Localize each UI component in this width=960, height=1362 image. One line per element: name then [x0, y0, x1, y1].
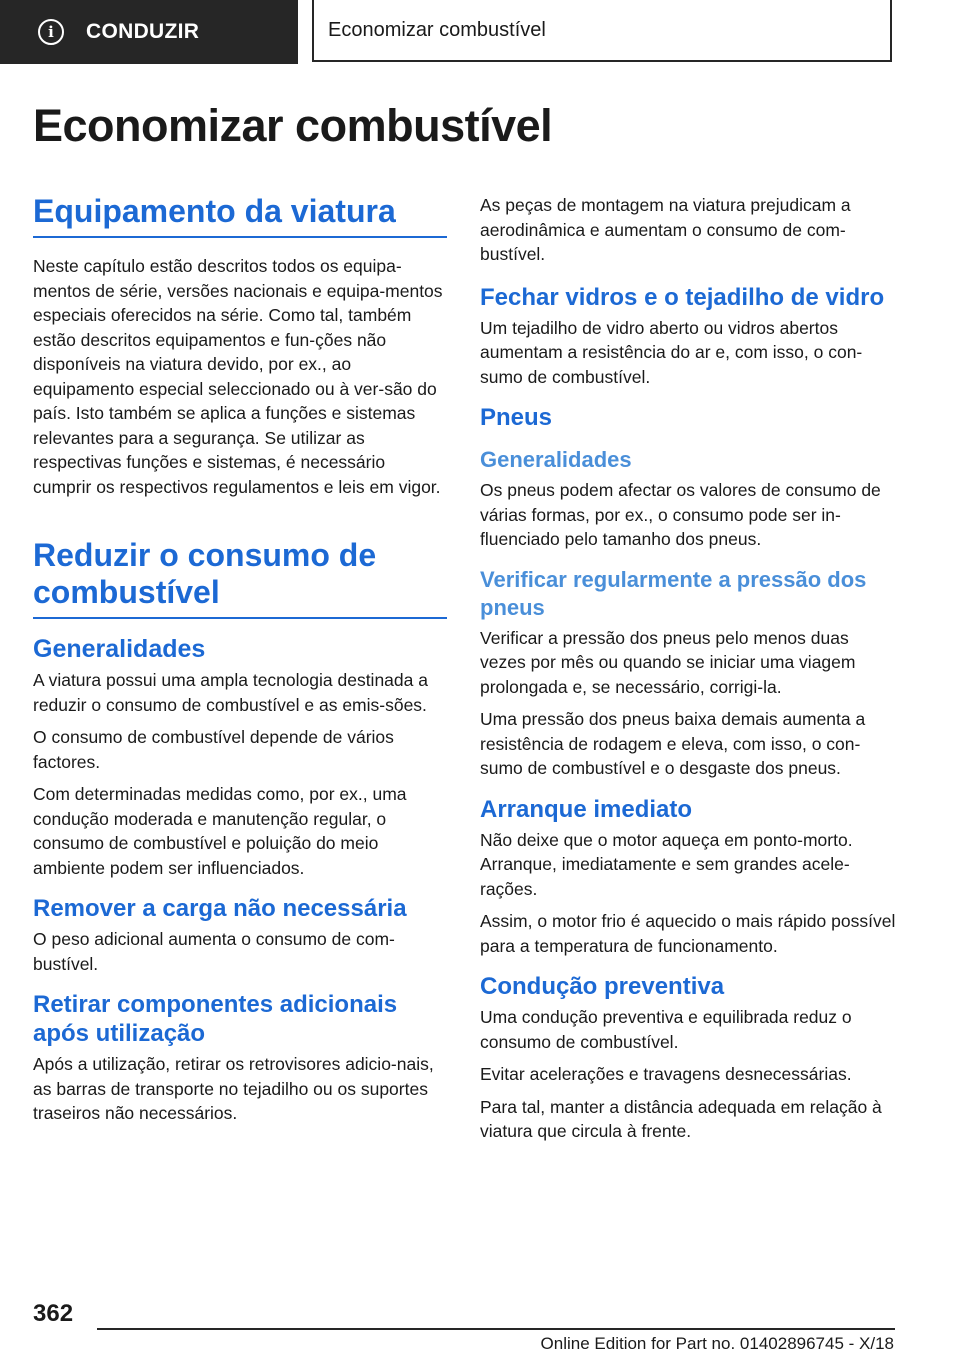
- paragraph-conducao-3: Para tal, manter a distância adequada em relação à viatura que circula à frente.: [480, 1096, 882, 1141]
- heading-verificar-pressao: Verificar regularmente a pressão dos pneus: [480, 566, 867, 620]
- paragraph-pneus-generalidades: Os pneus podem afectar os valores de consumo de várias formas, por ex., o consumo pode ser in-fluenciado pelo tamanho dos pneus.: [480, 480, 881, 549]
- paragraph-generalidades-2: O consumo de combustível depende de vários factores.: [33, 727, 394, 772]
- page-number: 362: [33, 1300, 74, 1327]
- paragraph-retirar-componentes: Após a utilização, retirar os retrovisores adicio-nais, as barras de transporte no tejadilho ou os suportes traseiros não necessários.: [33, 1054, 434, 1123]
- heading-arranque-imediato: Arranque imediato: [480, 795, 693, 823]
- paragraph-generalidades-3: Com determinadas medidas como, por ex., uma condução moderada e manutenção regular, o consumo de combustível e poluição do meio ambiente podem ser influenciados.: [33, 784, 407, 878]
- paragraph-fechar-vidros: Um tejadilho de vidro aberto ou vidros abertos aumentam a resistência do ar e, com isso, o con-sumo de combustível.: [480, 317, 863, 387]
- paragraph-conducao-1: Uma condução preventiva e equilibrada reduz o consumo de combustível.: [480, 1007, 852, 1052]
- heading-reduzir-consumo: Reduzir o consumo de combustível: [33, 537, 447, 619]
- paragraph-equipamento: Neste capítulo estão descritos todos os equipa-mentos de série, versões nacionais e equipa-mentos especiais oferecidos na série. Como tal, também estão descritos equipamentos e fun-ções não disponíveis na viatura devido, por ex., ao equipamento especial seleccionado ou à ver-são do país. Isto também se aplica a funções e sistemas relevantes para a segurança. Se utilizar as respectivas funções e sistemas, é necessário cumprir os respectivos regulamentos e leis em vigor.: [33, 256, 443, 497]
- heading-conducao-preventiva: Condução preventiva: [480, 973, 725, 1000]
- heading-retirar-componentes: Retirar componentes adicionais após utilização: [33, 991, 398, 1047]
- paragraph-verificar-pressao-1: Verificar a pressão dos pneus pelo menos duas vezes por mês ou quando se iniciar uma viagem prolongada e, se necessário, corrigi-la.: [480, 627, 856, 697]
- header-section-tab: [0, 0, 298, 64]
- heading-remover-carga: Remover a carga não necessária: [33, 895, 407, 922]
- left-column: [33, 193, 447, 1134]
- paragraph-generalidades-1: A viatura possui uma ampla tecnologia destinada a reduzir o consumo de combustível e as emis-sões.: [33, 670, 428, 715]
- paragraph-remover-carga: O peso adicional aumenta o consumo de com-bustível.: [33, 929, 395, 974]
- header-section-label: CONDUZIR: [86, 20, 200, 43]
- heading-pneus-generalidades: Generalidades: [480, 447, 632, 472]
- header-title: Economizar combustível: [328, 18, 546, 41]
- footer-edition: Online Edition for Part no. 01402896745 - X/18: [540, 1334, 894, 1353]
- heading-pneus: Pneus: [480, 404, 553, 431]
- right-column: [480, 193, 896, 1152]
- paragraph-pecas-montagem: As peças de montagem na viatura prejudicam a aerodinâmica e aumentam o consumo de com-bustível.: [480, 195, 851, 264]
- heading-generalidades: Generalidades: [33, 635, 206, 663]
- info-icon: i: [38, 19, 64, 45]
- paragraph-arranque-1: Não deixe que o motor aqueça em ponto-morto. Arranque, imediatamente e sem grandes acele-rações.: [480, 829, 853, 899]
- header-title-box: [312, 0, 892, 62]
- paragraph-verificar-pressao-2: Uma pressão dos pneus baixa demais aumenta a resistência de rodagem e eleva, com isso, o con-sumo de combustível e o desgaste dos pneus.: [480, 709, 866, 778]
- heading-fechar-vidros: Fechar vidros e o tejadilho de vidro: [480, 283, 885, 311]
- paragraph-conducao-2: Evitar acelerações e travagens desnecessárias.: [480, 1064, 852, 1084]
- page-title: Economizar combustível: [33, 100, 553, 151]
- footer-divider: [97, 1328, 895, 1330]
- heading-equipamento: Equipamento da viatura: [33, 193, 447, 238]
- paragraph-arranque-2: Assim, o motor frio é aquecido o mais rápido possível para a temperatura de funcionamento.: [480, 911, 896, 956]
